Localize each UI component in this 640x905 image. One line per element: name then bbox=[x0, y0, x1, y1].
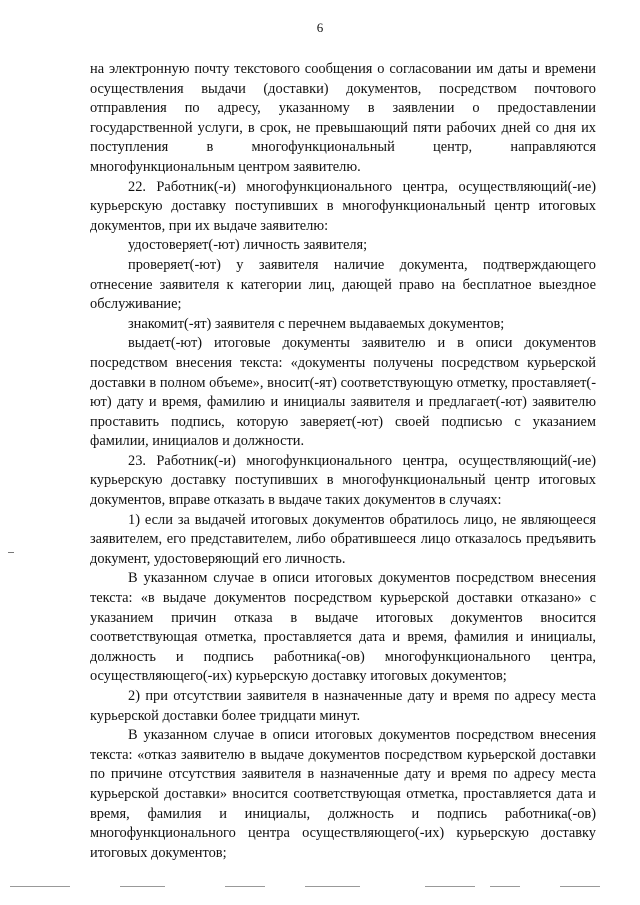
list-item: выдает(-ют) итоговые документы заявителю и в описи документов посредством внесения текста: «документы получены посредством курьерской доставки в полном объеме», вносит(-ят) соответствующую отметку, проставляет(-ют) дату и время, фамилию и инициалы заявителя и предлагает(-ют) заявителю проставить подпись, которую заверяет(-ют) своей подписью с указанием фамилии, инициалов и должности. bbox=[90, 335, 596, 450]
list-item: знакомит(-ят) заявителя с перечнем выдаваемых документов; bbox=[128, 315, 505, 332]
scan-margin-mark bbox=[8, 552, 14, 553]
body-text bbox=[90, 60, 596, 863]
page-number: 6 bbox=[316, 20, 324, 35]
paragraph: В указанном случае в описи итоговых документов посредством внесения текста: «в выдаче документов посредством курьерской доставки отказано» с указанием причин отказа в выдаче итоговых документов вносится соответствующая отметка, проставляется дата и время, фамилия и инициалы, должность и подпись работника(-ов) многофункционального центра, осуществляющего(-их) курьерскую доставку итоговых документов; bbox=[90, 570, 596, 685]
paragraph-clause-22: 22. Работник(-и) многофункционального центра, осуществляющий(-ие) курьерскую доставку поступивших в многофункциональный центр итоговых документов, при их выдаче заявителю: bbox=[90, 178, 596, 234]
list-item: 1) если за выдачей итоговых документов обратилось лицо, не являющееся заявителем, его представителем, либо обратившееся лицо отказалось предъявить документ, удостоверяющий его личность. bbox=[90, 511, 596, 567]
paragraph: В указанном случае в описи итоговых документов посредством внесения текста: «отказ заявителю в выдаче документов посредством курьерской доставки по причине отсутствия заявителя в назначенные дату и время по адресу места курьерской доставки» вносится соответствующая отметка, проставляется дата и время, фамилия и инициалы, должность и подпись работника(-ов) многофункционального центра осуществляющего(-их) курьерскую доставку итоговых документов; bbox=[90, 727, 596, 861]
list-item: 2) при отсутствии заявителя в назначенные дату и время по адресу места курьерской доставки более тридцати минут. bbox=[90, 688, 596, 724]
scan-bottom-artifacts bbox=[0, 884, 640, 890]
paragraph-clause-23: 23. Работник(-и) многофункционального центра, осуществляющий(-ие) курьерскую доставку поступивших в многофункциональный центр итоговых документов, вправе отказать в выдаче таких документов в случаях: bbox=[90, 452, 596, 509]
list-item: удостоверяет(-ют) личность заявителя; bbox=[128, 237, 368, 254]
paragraph-continuation: на электронную почту текстового сообщения о согласовании им даты и времени осуществления выдачи (доставки) документов, посредством почтового отправления по адресу, указанному в заявлении о предоставлении государственной услуги, в срок, не превышающий пяти рабочих дней со дня их поступления в многофункциональный центр, направляются многофункциональным центром заявителю. bbox=[90, 61, 596, 175]
list-item: проверяет(-ют) у заявителя наличие документа, подтверждающего отнесение заявителя к категории лиц, дающей право на бесплатное выездное обслуживание; bbox=[90, 256, 596, 313]
